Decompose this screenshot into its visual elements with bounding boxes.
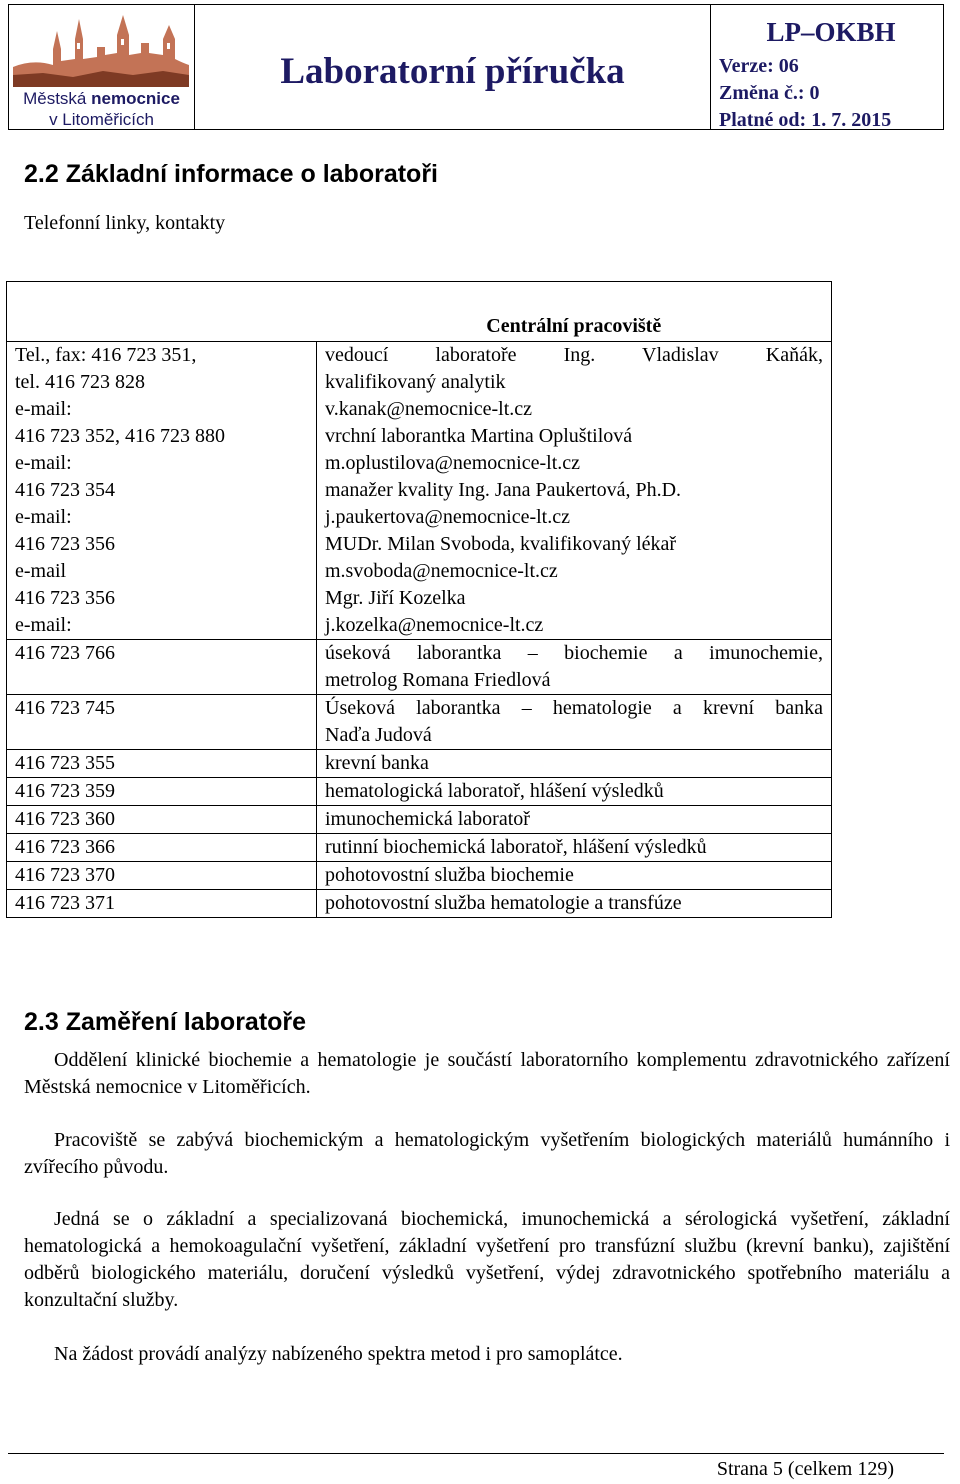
table-title: Centrální pracoviště [317,282,832,342]
change-number: Změna č.: 0 [719,82,820,104]
table-row: 416 723 370 pohotovostní služba biochemie [7,862,832,890]
table-row: 416 723 355 krevní banka [7,750,832,778]
paragraph-1: Oddělení klinické biochemie a hematologie je součástí laboratorního komplementu zdravotnického zařízení Městská nemocnice v Litoměřicích. [24,1049,950,1098]
table-row: 416 723 371 pohotovostní služba hematologie a transfúze [7,890,832,918]
paragraph-4: Na žádost provádí analýzy nabízeného spektra metod i pro samoplátce. [54,1343,623,1365]
document-title: Laboratorní příručka [195,5,711,129]
email-link[interactable]: j.kozelka@nemocnice-lt.cz [325,614,544,636]
table-row: 416 723 352, 416 723 880 e-mail: vrchní laborantka Martina Opluštilová m.oplustilova@nemocnice-lt.cz [7,423,832,477]
table-row: 416 723 745 Úseková laborantka – hematologie a krevní banka Naďa Judová [7,695,832,750]
footer-divider [8,1453,944,1454]
table-row: 416 723 354 e-mail: manažer kvality Ing. Jana Paukertová, Ph.D. j.paukertova@nemocnice-lt.cz [7,477,832,531]
table-row: Tel., fax: 416 723 351, tel. 416 723 828 e-mail: vedoucí laboratoře Ing. Vladislav Kaňák, kvalifikovaný analytik v.kanak@nemocnice-lt.cz [7,342,832,424]
version: Verze: 06 [719,55,799,77]
document-meta [711,5,943,129]
logo-line2: v Litoměřicích [49,110,154,129]
page-header [8,4,944,130]
table-row: 416 723 360 imunochemická laboratoř [7,806,832,834]
section-heading-2-2: 2.2 Základní informace o laboratoři [24,160,439,188]
logo-line1-b: nemocnice [91,89,180,108]
email-link[interactable]: m.svoboda@nemocnice-lt.cz [325,560,558,582]
hospital-logo [9,5,195,129]
logo-line1-a: Městská [23,89,87,108]
logo-caption [9,88,194,129]
valid-from: Platné od: 1. 7. 2015 [719,109,892,131]
contacts-table [6,281,832,918]
page-number: Strana 5 (celkem 129) [716,1458,894,1480]
email-link[interactable]: v.kanak@nemocnice-lt.cz [325,398,533,420]
document-code: LP–OKBH [766,17,896,47]
paragraph-3: Jedná se o základní a specializovaná biochemická, imunochemická a sérologická vyšetření, základní hematologická a hemokoagulační vyšetření, základní vyšetření pro transfúzní službu (krevní banku), zajištění odběrů biologického materiálu, doručení výsledků vyšetření, výdej zdravotnického spotřebního materiálu a konzultační služby. [24,1208,950,1311]
table-row: 416 723 766 úseková laborantka – biochemie a imunochemie, metrolog Romana Friedlová [7,640,832,695]
email-link[interactable]: m.oplustilova@nemocnice-lt.cz [325,452,581,474]
contacts-intro: Telefonní linky, kontakty [24,212,226,234]
table-row: 416 723 356 e-mail MUDr. Milan Svoboda, kvalifikovaný lékař m.svoboda@nemocnice-lt.cz [7,531,832,585]
table-row: 416 723 356 e-mail: Mgr. Jiří Kozelka j.kozelka@nemocnice-lt.cz [7,585,832,640]
section-heading-2-3: 2.3 Zaměření laboratoře [24,1008,307,1036]
paragraph-2: Pracoviště se zabývá biochemickým a hematologickým vyšetřením biologických materiálů humánního i zvířecího původu. [24,1129,950,1178]
email-link[interactable]: j.paukertova@nemocnice-lt.cz [325,506,570,528]
table-row: 416 723 359 hematologická laboratoř, hlášení výsledků [7,778,832,806]
table-row: 416 723 366 rutinní biochemická laboratoř, hlášení výsledků [7,834,832,862]
city-skyline-logo-icon [13,9,189,89]
